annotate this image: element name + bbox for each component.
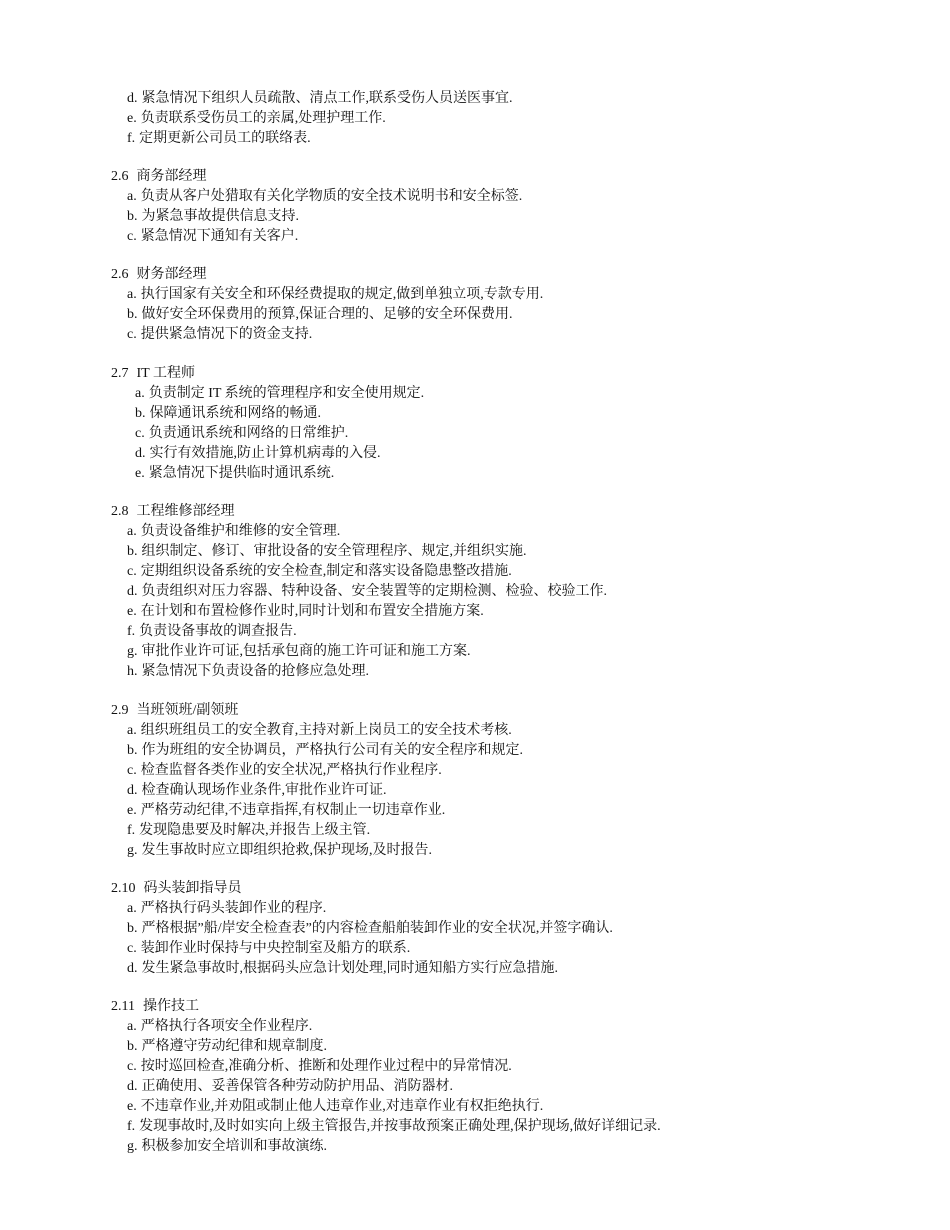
section-heading: [111, 364, 950, 384]
section-title: 操作技工: [142, 999, 199, 1014]
item-letter: a.: [127, 189, 137, 204]
item-text: 负责制定 IT 系统的管理程序和安全使用规定.: [148, 386, 425, 401]
item-text: 按时巡回检查,准确分析、推断和处理作业过程中的异常情况.: [140, 1059, 512, 1074]
section-number: 2.7: [111, 366, 129, 381]
list-item: [127, 562, 950, 582]
section-shift-leader: [0, 701, 950, 861]
item-text: 严格根据”船/岸安全检查表”的内容检查船舶装卸作业的安全状况,并签字确认.: [141, 921, 613, 936]
list-item: [127, 89, 950, 109]
item-text: 保障通讯系统和网络的畅通.: [149, 406, 321, 421]
item-text: 执行国家有关安全和环保经费提取的规定,做到单独立项,专款专用.: [140, 287, 544, 302]
list-item: [127, 207, 950, 227]
item-letter: d.: [127, 91, 138, 106]
list-item: [135, 424, 950, 444]
item-text: 作为班组的安全协调员，严格执行公司有关的安全程序和规定.: [141, 743, 523, 758]
item-letter: b.: [127, 921, 138, 936]
list-item: [127, 187, 950, 207]
item-letter: a.: [127, 287, 137, 302]
item-text: 严格遵守劳动纪律和规章制度.: [141, 1039, 327, 1054]
section-title: 商务部经理: [136, 169, 207, 184]
section-heading: [111, 701, 950, 721]
item-letter: d.: [127, 961, 138, 976]
item-letter: e.: [127, 111, 137, 126]
list-item: [127, 919, 950, 939]
section-title: 当班领班/副领班: [136, 703, 239, 718]
item-text: 负责设备维护和维修的安全管理.: [140, 524, 341, 539]
top-items: [0, 89, 950, 149]
item-letter: g.: [127, 843, 138, 858]
item-letter: e.: [127, 604, 137, 619]
item-text: 积极参加安全培训和事故演练.: [141, 1139, 327, 1154]
item-text: 装卸作业时保持与中央控制室及船方的联系.: [140, 941, 411, 956]
item-letter: c.: [127, 941, 137, 956]
item-text: 做好安全环保费用的预算,保证合理的、足够的安全环保费用.: [141, 307, 513, 322]
item-text: 正确使用、妥善保管各种劳动防护用品、消防器材.: [141, 1079, 453, 1094]
item-text: 紧急情况下组织人员疏散、清点工作,联系受伤人员送医事宜.: [141, 91, 513, 106]
item-text: 在计划和布置检修作业时,同时计划和布置安全措施方案.: [140, 604, 484, 619]
item-text: 为紧急事故提供信息支持.: [141, 209, 299, 224]
item-text: 严格执行各项安全作业程序.: [140, 1019, 313, 1034]
list-item: [127, 781, 950, 801]
item-letter: a.: [127, 524, 137, 539]
list-item: [127, 602, 950, 622]
item-letter: c.: [127, 327, 137, 342]
list-item: [127, 801, 950, 821]
item-letter: e.: [127, 1099, 137, 1114]
item-text: 组织班组员工的安全教育,主持对新上岗员工的安全技术考核.: [140, 723, 512, 738]
item-text: 严格劳动纪律,不违章指挥,有权制止一切违章作业.: [140, 803, 446, 818]
list-item: [127, 542, 950, 562]
item-text: 发现隐患要及时解决,并报告上级主管.: [139, 823, 371, 838]
section-it-engineer: [0, 364, 950, 484]
list-item: [127, 285, 950, 305]
section-number: 2.8: [111, 504, 129, 519]
section-operator: [0, 997, 950, 1157]
item-letter: b.: [127, 743, 138, 758]
item-letter: h.: [127, 664, 138, 679]
list-item: [127, 1117, 950, 1137]
list-item: [127, 821, 950, 841]
section-heading: [111, 167, 950, 187]
item-text: 提供紧急情况下的资金支持.: [140, 327, 313, 342]
section-engineering-manager: [0, 502, 950, 682]
list-item: [127, 227, 950, 247]
item-letter: e.: [135, 466, 145, 481]
item-letter: b.: [135, 406, 146, 421]
section-title: 工程维修部经理: [136, 504, 235, 519]
list-item: [127, 1097, 950, 1117]
section-heading: [111, 502, 950, 522]
item-letter: c.: [127, 1059, 137, 1074]
item-text: 负责通讯系统和网络的日常维护.: [148, 426, 349, 441]
item-letter: f.: [127, 823, 136, 838]
item-text: 检查确认现场作业条件,审批作业许可证.: [141, 783, 387, 798]
list-item: [127, 1017, 950, 1037]
item-text: 定期组织设备系统的安全检查,制定和落实设备隐患整改措施.: [140, 564, 512, 579]
section-finance-manager: [0, 265, 950, 345]
item-text: 审批作业许可证,包括承包商的施工许可证和施工方案.: [141, 644, 471, 659]
list-item: [127, 841, 950, 861]
list-item: [127, 1057, 950, 1077]
item-text: 负责设备事故的调查报告.: [139, 624, 297, 639]
item-text: 不违章作业,并劝阻或制止他人违章作业,对违章作业有权拒绝执行.: [140, 1099, 544, 1114]
item-letter: b.: [127, 307, 138, 322]
section-heading: [111, 879, 950, 899]
list-item: [135, 464, 950, 484]
section-number: 2.6: [111, 169, 129, 184]
item-text: 负责组织对压力容器、特种设备、安全装置等的定期检测、检验、校验工作.: [141, 584, 607, 599]
list-item: [127, 325, 950, 345]
list-item: [127, 305, 950, 325]
item-text: 实行有效措施,防止计算机病毒的入侵.: [149, 446, 381, 461]
section-title: 码头装卸指导员: [143, 881, 242, 896]
section-title: 财务部经理: [136, 267, 207, 282]
item-letter: f.: [127, 624, 136, 639]
list-item: [127, 109, 950, 129]
list-item: [127, 899, 950, 919]
item-letter: d.: [127, 783, 138, 798]
section-number: 2.11: [111, 999, 135, 1014]
item-letter: c.: [127, 229, 137, 244]
item-letter: g.: [127, 1139, 138, 1154]
item-letter: a.: [135, 386, 145, 401]
section-number: 2.9: [111, 703, 129, 718]
list-item: [127, 662, 950, 682]
item-text: 检查监督各类作业的安全状况,严格执行作业程序.: [140, 763, 442, 778]
item-text: 紧急情况下负责设备的抢修应急处理.: [141, 664, 369, 679]
list-item: [127, 959, 950, 979]
section-number: 2.10: [111, 881, 136, 896]
section-number: 2.6: [111, 267, 129, 282]
list-item: [135, 444, 950, 464]
list-item: [127, 522, 950, 542]
section-heading: [111, 997, 950, 1017]
list-item: [127, 761, 950, 781]
item-letter: c.: [127, 763, 137, 778]
list-item: [127, 1137, 950, 1157]
item-letter: d.: [127, 584, 138, 599]
item-letter: b.: [127, 209, 138, 224]
item-text: 组织制定、修订、审批设备的安全管理程序、规定,并组织实施.: [141, 544, 527, 559]
list-item: [127, 939, 950, 959]
item-text: 紧急情况下通知有关客户.: [140, 229, 299, 244]
item-text: 负责联系受伤员工的亲属,处理护理工作.: [140, 111, 386, 126]
item-text: 发生紧急事故时,根据码头应急计划处理,同时通知船方实行应急措施.: [141, 961, 558, 976]
item-letter: d.: [135, 446, 146, 461]
item-text: 发现事故时,及时如实向上级主管报告,并按事故预案正确处理,保护现场,做好详细记录.: [139, 1119, 661, 1134]
item-letter: g.: [127, 644, 138, 659]
list-item: [127, 1037, 950, 1057]
item-letter: f.: [127, 1119, 136, 1134]
item-letter: e.: [127, 803, 137, 818]
list-item: [127, 642, 950, 662]
item-text: 发生事故时应立即组织抢救,保护现场,及时报告.: [141, 843, 432, 858]
item-letter: f.: [127, 131, 136, 146]
item-letter: a.: [127, 901, 137, 916]
section-commerce-manager: [0, 167, 950, 247]
list-item: [127, 1077, 950, 1097]
item-letter: a.: [127, 1019, 137, 1034]
item-text: 紧急情况下提供临时通讯系统.: [148, 466, 335, 481]
list-item: [127, 582, 950, 602]
list-item: [127, 741, 950, 761]
section-dock-supervisor: [0, 879, 950, 979]
section-heading: [111, 265, 950, 285]
list-item: [127, 721, 950, 741]
list-item: [135, 384, 950, 404]
list-item: [127, 622, 950, 642]
item-text: 严格执行码头装卸作业的程序.: [140, 901, 327, 916]
item-letter: c.: [135, 426, 145, 441]
item-letter: b.: [127, 1039, 138, 1054]
list-item: [135, 404, 950, 424]
item-text: 负责从客户处猎取有关化学物质的安全技术说明书和安全标签.: [140, 189, 523, 204]
item-letter: c.: [127, 564, 137, 579]
item-letter: d.: [127, 1079, 138, 1094]
item-letter: b.: [127, 544, 138, 559]
section-title: IT 工程师: [136, 366, 195, 381]
item-text: 定期更新公司员工的联络表.: [139, 131, 311, 146]
item-letter: a.: [127, 723, 137, 738]
list-item: [127, 129, 950, 149]
